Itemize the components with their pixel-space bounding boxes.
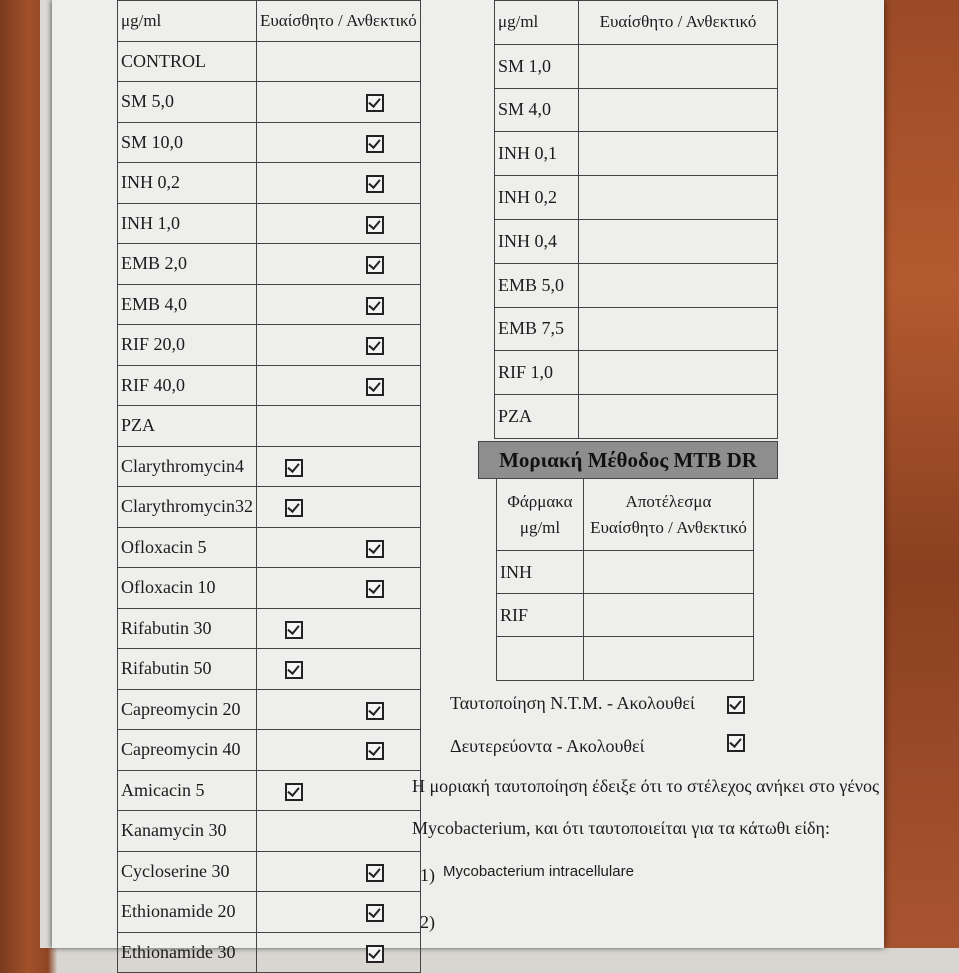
result-cell bbox=[256, 811, 420, 852]
table-row bbox=[118, 122, 421, 163]
drug-label: RIF 20,0 bbox=[118, 325, 257, 366]
drug-label: INH 0,1 bbox=[495, 132, 579, 176]
result-cell bbox=[256, 689, 420, 730]
drug-label: RIF 1,0 bbox=[495, 351, 579, 395]
table-row bbox=[118, 244, 421, 285]
result-cell bbox=[256, 82, 420, 123]
drug-header-line2: μg/ml bbox=[519, 517, 561, 537]
result-cell bbox=[579, 44, 778, 88]
result-cell bbox=[256, 649, 420, 690]
result-cell bbox=[256, 406, 420, 447]
table-row bbox=[495, 219, 778, 263]
resistant-checkbox[interactable] bbox=[366, 256, 384, 274]
drug-label: SM 1,0 bbox=[495, 44, 579, 88]
drug-header-line1: Φάρμακα bbox=[507, 491, 573, 511]
table-row bbox=[118, 851, 421, 892]
mtb-dr-drug-cell: RIF bbox=[497, 594, 584, 637]
left-header-result: Ευαίσθητο / Ανθεκτικό bbox=[256, 1, 420, 42]
drug-label: Ethionamide 20 bbox=[118, 892, 257, 933]
drug-label: EMB 2,0 bbox=[118, 244, 257, 285]
drug-label: Amicacin 5 bbox=[118, 770, 257, 811]
molecular-id-sentence-line1: Η μοριακή ταυτοποίηση έδειξε ότι το στέλεχος ανήκει στο γένος bbox=[412, 776, 880, 796]
mtb-dr-drug-cell: INH bbox=[497, 551, 584, 594]
ntm-identification-label: Ταυτοποίηση Ν.Τ.Μ. - Ακολουθεί bbox=[450, 693, 695, 713]
table-row bbox=[495, 132, 778, 176]
drug-label: SM 5,0 bbox=[118, 82, 257, 123]
table-row bbox=[118, 811, 421, 852]
result-cell bbox=[256, 163, 420, 204]
result-cell bbox=[579, 88, 778, 132]
table-row bbox=[118, 568, 421, 609]
resistant-checkbox[interactable] bbox=[366, 580, 384, 598]
table-row bbox=[118, 649, 421, 690]
result-cell bbox=[579, 263, 778, 307]
result-cell bbox=[256, 851, 420, 892]
mtb-dr-result-cell bbox=[584, 551, 754, 594]
resistant-checkbox[interactable] bbox=[366, 945, 384, 963]
mtb-dr-row bbox=[497, 594, 754, 637]
drug-label: EMB 4,0 bbox=[118, 284, 257, 325]
resistant-checkbox[interactable] bbox=[366, 378, 384, 396]
result-header-line2: Ευαίσθητο / Ανθεκτικό bbox=[590, 517, 747, 537]
table-row bbox=[118, 446, 421, 487]
drug-label: RIF 40,0 bbox=[118, 365, 257, 406]
table-row bbox=[118, 487, 421, 528]
table-row bbox=[118, 689, 421, 730]
result-cell bbox=[256, 365, 420, 406]
result-cell bbox=[256, 41, 420, 82]
result-cell bbox=[256, 487, 420, 528]
drug-label: Ofloxacin 10 bbox=[118, 568, 257, 609]
species-item-1-value: Mycobacterium intracellulare bbox=[443, 863, 634, 880]
table-row bbox=[118, 82, 421, 123]
right-header-result: Ευαίσθητο / Ανθεκτικό bbox=[579, 1, 778, 45]
resistant-checkbox[interactable] bbox=[366, 742, 384, 760]
table-row bbox=[495, 307, 778, 351]
result-cell bbox=[579, 395, 778, 439]
drug-label: Ethionamide 30 bbox=[118, 932, 257, 973]
table-row bbox=[495, 351, 778, 395]
result-cell bbox=[256, 244, 420, 285]
left-header-units: μg/ml bbox=[118, 1, 257, 42]
drug-label: INH 0,2 bbox=[495, 176, 579, 220]
table-row bbox=[118, 203, 421, 244]
result-cell bbox=[256, 608, 420, 649]
table-row bbox=[495, 88, 778, 132]
resistant-checkbox[interactable] bbox=[366, 337, 384, 355]
ntm-identification-checkbox[interactable] bbox=[727, 696, 745, 714]
result-cell bbox=[579, 307, 778, 351]
drug-label: PZA bbox=[118, 406, 257, 447]
drug-label: SM 4,0 bbox=[495, 88, 579, 132]
drug-label: Rifabutin 50 bbox=[118, 649, 257, 690]
result-cell bbox=[256, 730, 420, 771]
mtb-dr-title: Μοριακή Μέθοδος MTB DR bbox=[478, 441, 778, 479]
table-row bbox=[118, 284, 421, 325]
table-row bbox=[118, 406, 421, 447]
sensitive-checkbox[interactable] bbox=[285, 783, 303, 801]
susceptibility-table-left bbox=[117, 0, 421, 973]
drug-label: Ofloxacin 5 bbox=[118, 527, 257, 568]
drug-label: INH 0,4 bbox=[495, 219, 579, 263]
right-header-row bbox=[495, 1, 778, 45]
mtb-dr-drug-cell bbox=[497, 637, 584, 681]
result-cell bbox=[579, 132, 778, 176]
sensitive-checkbox[interactable] bbox=[285, 621, 303, 639]
mtb-dr-result-header bbox=[584, 479, 754, 551]
resistant-checkbox[interactable] bbox=[366, 864, 384, 882]
table-row bbox=[118, 892, 421, 933]
result-cell bbox=[256, 770, 420, 811]
result-cell bbox=[256, 892, 420, 933]
secondary-follows-checkbox[interactable] bbox=[727, 734, 745, 752]
mtb-dr-drug-header bbox=[497, 479, 584, 551]
mtb-dr-result-cell bbox=[584, 594, 754, 637]
table-row bbox=[118, 163, 421, 204]
resistant-checkbox[interactable] bbox=[366, 904, 384, 922]
drug-label: Clarythromycin32 bbox=[118, 487, 257, 528]
drug-label: Capreomycin 40 bbox=[118, 730, 257, 771]
drug-label: INH 1,0 bbox=[118, 203, 257, 244]
drug-label: Kanamycin 30 bbox=[118, 811, 257, 852]
table-row bbox=[118, 325, 421, 366]
table-row bbox=[495, 263, 778, 307]
result-cell bbox=[256, 203, 420, 244]
table-row bbox=[118, 730, 421, 771]
resistant-checkbox[interactable] bbox=[366, 540, 384, 558]
resistant-checkbox[interactable] bbox=[366, 702, 384, 720]
drug-label: SM 10,0 bbox=[118, 122, 257, 163]
drug-label: Clarythromycin4 bbox=[118, 446, 257, 487]
drug-label: PZA bbox=[495, 395, 579, 439]
table-row bbox=[118, 365, 421, 406]
result-cell bbox=[256, 122, 420, 163]
table-row bbox=[118, 527, 421, 568]
desk-background bbox=[880, 0, 959, 948]
drug-label: EMB 7,5 bbox=[495, 307, 579, 351]
drug-label: Cycloserine 30 bbox=[118, 851, 257, 892]
table-row bbox=[495, 44, 778, 88]
table-row bbox=[495, 176, 778, 220]
result-cell bbox=[256, 446, 420, 487]
sensitive-checkbox[interactable] bbox=[285, 459, 303, 477]
resistant-checkbox[interactable] bbox=[366, 175, 384, 193]
resistant-checkbox[interactable] bbox=[366, 135, 384, 153]
result-cell bbox=[579, 176, 778, 220]
result-cell bbox=[256, 284, 420, 325]
mtb-dr-header-row bbox=[497, 479, 754, 551]
result-cell bbox=[256, 325, 420, 366]
molecular-id-sentence-line2: Mycobacterium, και ότι ταυτοποιείται για τα κάτωθι είδη: bbox=[412, 818, 830, 838]
mtb-dr-row bbox=[497, 551, 754, 594]
drug-label: EMB 5,0 bbox=[495, 263, 579, 307]
table-row bbox=[118, 41, 421, 82]
table-row bbox=[118, 770, 421, 811]
susceptibility-table-right bbox=[494, 0, 778, 439]
resistant-checkbox[interactable] bbox=[366, 94, 384, 112]
right-header-units: μg/ml bbox=[495, 1, 579, 45]
mtb-dr-row bbox=[497, 637, 754, 681]
table-row bbox=[118, 932, 421, 973]
drug-label: Capreomycin 20 bbox=[118, 689, 257, 730]
result-cell bbox=[256, 932, 420, 973]
result-cell bbox=[579, 351, 778, 395]
sensitive-checkbox[interactable] bbox=[285, 661, 303, 679]
result-cell bbox=[579, 219, 778, 263]
table-row bbox=[118, 608, 421, 649]
drug-label: Rifabutin 30 bbox=[118, 608, 257, 649]
sensitive-checkbox[interactable] bbox=[285, 499, 303, 517]
mtb-dr-result-cell bbox=[584, 637, 754, 681]
drug-label: INH 0,2 bbox=[118, 163, 257, 204]
left-header-row bbox=[118, 1, 421, 42]
resistant-checkbox[interactable] bbox=[366, 297, 384, 315]
result-header-line1: Αποτέλεσμα bbox=[625, 491, 712, 511]
species-item-1-number: 1) bbox=[420, 865, 435, 885]
table-row bbox=[495, 395, 778, 439]
result-cell bbox=[256, 527, 420, 568]
result-cell bbox=[256, 568, 420, 609]
secondary-follows-label: Δευτερεύοντα - Ακολουθεί bbox=[450, 736, 645, 756]
resistant-checkbox[interactable] bbox=[366, 216, 384, 234]
mtb-dr-table bbox=[496, 478, 754, 681]
species-item-2-number: 2) bbox=[420, 912, 435, 932]
drug-label: CONTROL bbox=[118, 41, 257, 82]
